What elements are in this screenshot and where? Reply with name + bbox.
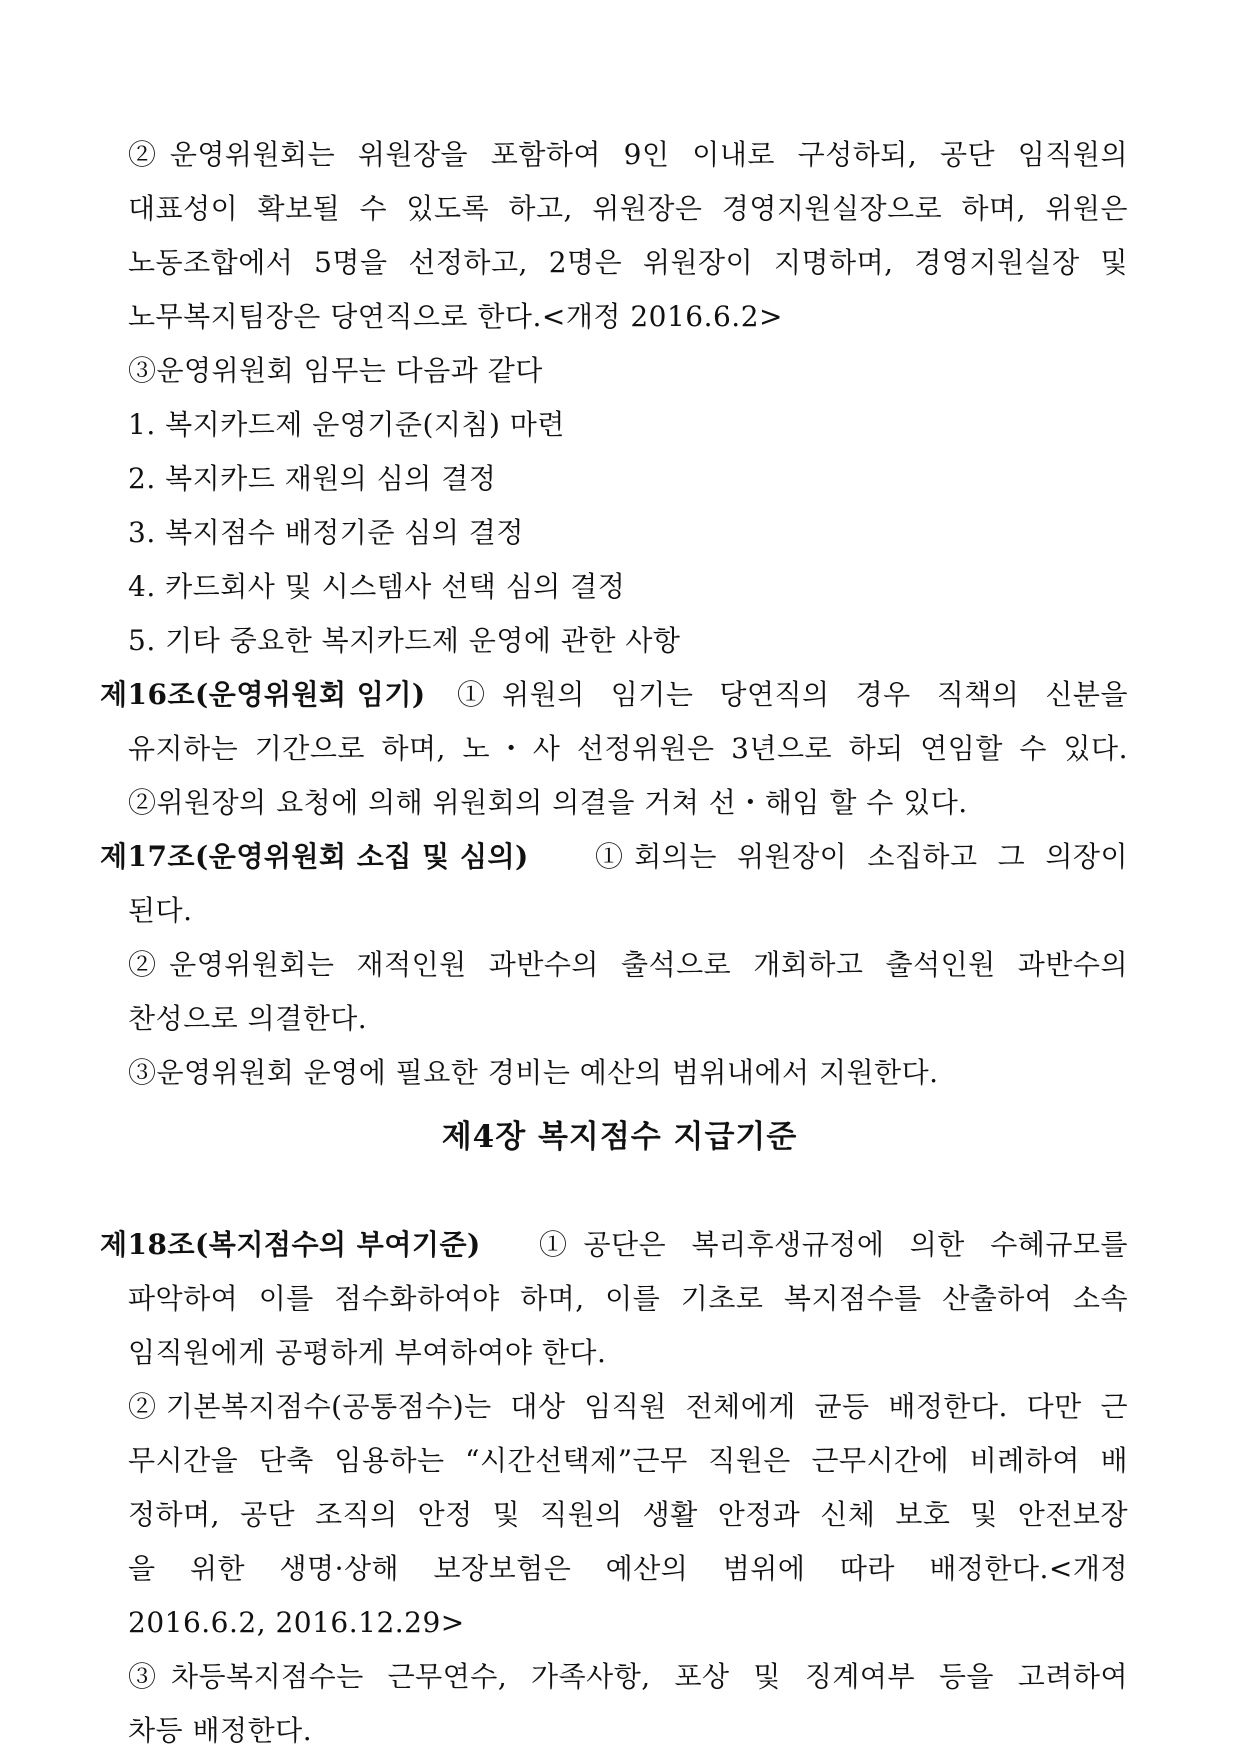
text-line: ③운영위원회 운영에 필요한 경비는 예산의 범위내에서 지원한다. [128, 1056, 939, 1089]
text-line: ③차등복지점수는 근무연수, 가족사항, 포상 및 징계여부 등을 고려하여 [128, 1660, 1128, 1693]
text-line: 차등 배정한다. [128, 1714, 313, 1747]
text-line: 2016.6.2, 2016.12.29> [128, 1606, 465, 1639]
text-line: 정하며, 공단 조직의 안정 및 직원의 생활 안정과 신체 보호 및 안전보장 [128, 1498, 1128, 1531]
text-line: 무시간을 단축 임용하는 “시간선택제”근무 직원은 근무시간에 비례하여 배 [128, 1444, 1128, 1477]
text-line: ③운영위원회 임무는 다음과 같다 [128, 354, 543, 387]
list-item: 2. 복지카드 재원의 심의 결정 [128, 462, 497, 495]
text-line: 파악하여 이를 점수화하여야 하며, 이를 기초로 복지점수를 산출하여 소속 [128, 1282, 1128, 1315]
chapter-title: 제4장 복지점수 지급기준 [441, 1119, 798, 1155]
text-line: ②운영위원회는 재적인원 과반수의 출석으로 개회하고 출석인원 과반수의 [128, 948, 1128, 981]
text-line: 임직원에게 공평하게 부여하여야 한다. [128, 1336, 607, 1369]
text-line: ①공단은 복리후생규정에 의한 수혜규모를 [539, 1228, 1128, 1261]
text-line: ②운영위원회는 위원장을 포함하여 9인 이내로 구성하되, 공단 임직원의 [128, 138, 1128, 171]
list-item: 1. 복지카드제 운영기준(지침) 마련 [128, 408, 565, 441]
text-line: 노동조합에서 5명을 선정하고, 2명은 위원장이 지명하며, 경영지원실장 및 [128, 246, 1128, 279]
text-line: 유지하는 기간으로 하며, 노・사 선정위원은 3년으로 하되 연임할 수 있다. [128, 732, 1128, 765]
list-item: 5. 기타 중요한 복지카드제 운영에 관한 사항 [128, 624, 681, 657]
article-18-heading: 제18조(복지점수의 부여기준) [100, 1228, 481, 1261]
text-line: ②위원장의 요청에 의해 위원회의 의결을 거쳐 선・해임 할 수 있다. [128, 786, 968, 819]
article-17-heading: 제17조(운영위원회 소집 및 심의) [100, 840, 529, 873]
text-line: 찬성으로 의결한다. [128, 1002, 368, 1035]
text-line: ②기본복지점수(공통점수)는 대상 임직원 전체에게 균등 배정한다. 다만 근 [128, 1390, 1128, 1423]
text-line: 노무복지팀장은 당연직으로 한다.<개정 2016.6.2> [128, 300, 783, 333]
text-line: ①위원의 임기는 당연직의 경우 직책의 신분을 [457, 678, 1128, 711]
list-item: 4. 카드회사 및 시스템사 선택 심의 결정 [128, 570, 626, 603]
text-line: 을 위한 생명·상해 보장보험은 예산의 범위에 따라 배정한다.<개정 [128, 1552, 1128, 1585]
text-line: 대표성이 확보될 수 있도록 하고, 위원장은 경영지원실장으로 하며, 위원은 [128, 192, 1128, 225]
text-line: 된다. [128, 894, 193, 927]
text-line: ①회의는 위원장이 소집하고 그 의장이 [595, 840, 1128, 873]
article-16-heading: 제16조(운영위원회 임기) [100, 678, 426, 711]
list-item: 3. 복지점수 배정기준 심의 결정 [128, 516, 524, 549]
